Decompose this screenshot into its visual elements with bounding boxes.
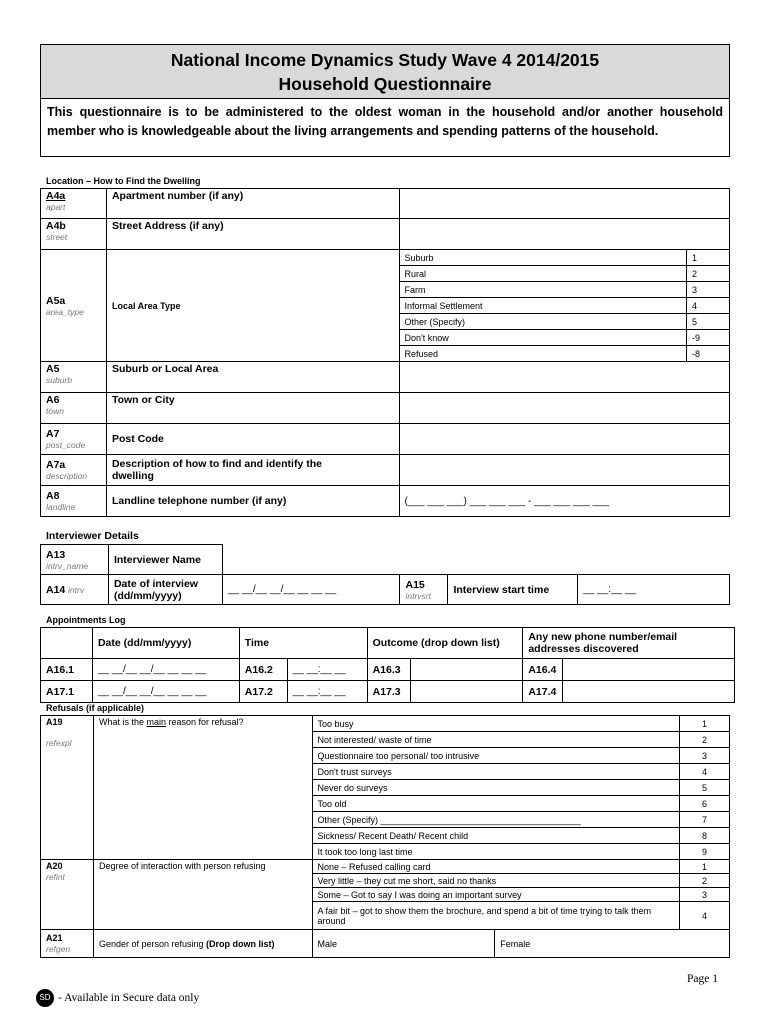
a19-value: 2 (680, 732, 730, 748)
secure-data-note: - Available in Secure data only (58, 992, 200, 1004)
title-line2: Household Questionnaire (278, 74, 492, 94)
a5a-value: -9 (687, 330, 730, 346)
refusals-heading: Refusals (if applicable) (46, 703, 145, 713)
appointments-table (40, 627, 735, 703)
appt-new-code: A16.4 (523, 659, 563, 681)
appt-time-code: A16.2 (239, 659, 287, 681)
a5a-var: area_type (46, 306, 84, 317)
interviewer-name-field[interactable] (222, 545, 729, 575)
a19-var: refexpl (46, 738, 72, 748)
a8-code: A8 (46, 490, 60, 502)
a4a-var: apart (46, 202, 66, 212)
col-date: Date (dd/mm/yyyy) (92, 628, 239, 659)
title-line1: National Income Dynamics Study Wave 4 2014/2015 (170, 50, 600, 70)
a19-value: 5 (680, 780, 730, 796)
title-box (40, 44, 730, 157)
a21-var: refgen (46, 944, 71, 954)
a7a-code: A7a (46, 459, 66, 471)
a4a-answer[interactable] (399, 189, 729, 219)
a20-option[interactable]: None – Refused calling card (312, 860, 680, 874)
a19-option[interactable]: Don't trust surveys (312, 764, 680, 780)
location-heading: Location – How to Find the Dwelling (46, 176, 201, 186)
a20-value: 3 (680, 888, 730, 902)
a7a-label-line1: Description of how to find and identify the (111, 458, 322, 470)
col-outcome: Outcome (drop down list) (367, 628, 523, 659)
a13-code: A13 (46, 548, 66, 561)
appt-code: A16.1 (41, 659, 93, 681)
a6-answer[interactable] (399, 393, 729, 424)
a5a-option[interactable]: Informal Settlement (399, 298, 687, 314)
a21-code: A21 (46, 933, 63, 943)
row-a6 (41, 393, 730, 424)
a19-code: A19 (46, 717, 63, 727)
appt-outcome-select[interactable] (410, 681, 523, 703)
a5-answer[interactable] (399, 362, 729, 393)
a19-option[interactable]: Too old (312, 796, 680, 812)
row-a8 (41, 486, 730, 517)
appt-outcome-select[interactable] (410, 659, 523, 681)
a19-value: 3 (680, 748, 730, 764)
a7-answer[interactable] (399, 424, 729, 455)
a5-var: suburb (46, 375, 72, 385)
a5a-value: 4 (687, 298, 730, 314)
a20-var: refint (46, 872, 65, 882)
a21-q-pre: Gender of person refusing (98, 938, 207, 949)
a7a-label-line2: dwelling (111, 470, 154, 482)
a4a-label: Apartment number (if any) (106, 189, 399, 219)
table-row (41, 659, 735, 681)
a13-label: Interviewer Name (108, 545, 222, 575)
appointments-heading: Appointments Log (46, 615, 126, 625)
interview-start-time-field[interactable]: __ __:__ __ (578, 575, 730, 605)
a19-q-main: main (146, 717, 166, 727)
interviewer-heading: Interviewer Details (46, 530, 139, 542)
a20-code: A20 (46, 861, 63, 871)
a21-male-option[interactable]: Male (312, 930, 495, 958)
a19-option[interactable]: Other (Specify) ________________________________________ (312, 812, 680, 828)
a20-value: 1 (680, 860, 730, 874)
row-a7a (41, 455, 730, 486)
a20-question: Degree of interaction with person refusing (93, 860, 312, 930)
a7-var: post_code (46, 440, 86, 450)
a19-option[interactable]: Questionnaire too personal/ too intrusive (312, 748, 680, 764)
appt-time-code: A17.2 (239, 681, 287, 703)
row-a4b (41, 219, 730, 250)
a19-value: 8 (680, 828, 730, 844)
a5a-option[interactable]: Suburb (399, 250, 687, 266)
a15-code: A15 (405, 578, 425, 591)
row-a4a (41, 189, 730, 219)
a5a-option[interactable]: Don't know (399, 330, 687, 346)
appt-outcome-code: A16.3 (367, 659, 410, 681)
a5a-option[interactable]: Other (Specify) (399, 314, 687, 330)
interviewer-table (40, 544, 730, 605)
a8-label: Landline telephone number (if any) (106, 486, 399, 517)
appt-time-field[interactable]: __ __:__ __ (287, 659, 367, 681)
a19-q-pre: What is the (98, 717, 147, 727)
a14-label-line2: (dd/mm/yyyy) (113, 589, 182, 602)
a19-option[interactable]: Too busy (312, 716, 680, 732)
a20-option[interactable]: Some – Got to say I was doing an important survey (312, 888, 680, 902)
a5a-code: A5a (46, 294, 66, 307)
appt-code: A17.1 (41, 681, 93, 703)
a20-option[interactable]: Very little – they cut me short, said no thanks (312, 874, 680, 888)
a20-value: 4 (680, 902, 730, 930)
a7-code: A7 (46, 428, 60, 440)
a7-label: Post Code (106, 424, 399, 455)
appt-new-contact-field[interactable] (563, 659, 735, 681)
col-new-line1: Any new phone number/email (528, 631, 678, 643)
intro-text: This questionnaire is to be administered to the oldest woman in the household and/or another household member who is knowledgeable about the living arrangements and spending patterns of the household. (47, 105, 723, 138)
page-title (41, 45, 729, 99)
a20-value: 2 (680, 874, 730, 888)
row-a7 (41, 424, 730, 455)
a19-value: 6 (680, 796, 730, 812)
a4b-code: A4b (46, 220, 66, 232)
secure-data-icon: SD (36, 989, 54, 1007)
appt-date-field[interactable]: __ __/__ __/__ __ __ __ (92, 659, 239, 681)
a15-label: Interview start time (448, 575, 578, 605)
refusals-table (40, 715, 730, 958)
col-new-line2: addresses discovered (528, 643, 639, 655)
table-row (41, 681, 735, 703)
a7a-answer[interactable] (399, 455, 729, 486)
a4b-label: Street Address (if any) (106, 219, 399, 250)
a5a-option[interactable]: Farm (399, 282, 687, 298)
a5-code: A5 (46, 363, 60, 375)
a8-phone-field[interactable]: (___ ___ ___) ___ ___ ___ - ___ ___ ___ ___ (399, 486, 729, 517)
a21-female-option[interactable]: Female (495, 930, 730, 958)
a5a-option[interactable]: Rural (399, 266, 687, 282)
a8-var: landline (46, 502, 76, 512)
page-number: Page 1 (687, 973, 718, 985)
interview-date-field[interactable]: __ __/__ __/__ __ __ __ (222, 575, 400, 605)
a5a-value: 1 (687, 250, 730, 266)
a19-option[interactable]: It took too long last time (312, 844, 680, 860)
appt-outcome-code: A17.3 (367, 681, 410, 703)
a5a-value: 3 (687, 282, 730, 298)
row-a5 (41, 362, 730, 393)
a5a-value: -8 (687, 346, 730, 362)
a14-var: intrv (68, 584, 85, 595)
a19-q-post: reason for refusal? (166, 717, 244, 727)
footer-legend (36, 989, 199, 1007)
a14-label-line1: Date of interview (113, 577, 198, 590)
location-table (40, 188, 730, 517)
appt-new-code: A17.4 (523, 681, 563, 703)
a21-q-bold: (Drop down list) (206, 938, 275, 949)
a5a-label: Local Area Type (106, 250, 399, 362)
a6-code: A6 (46, 394, 60, 406)
appt-time-field[interactable]: __ __:__ __ (287, 681, 367, 703)
a20-option[interactable]: A fair bit – got to show them the brochure, and spend a bit of time trying to talk them around (312, 902, 680, 930)
a6-label: Town or City (106, 393, 399, 424)
a4b-var: street (46, 232, 68, 242)
a19-value: 1 (680, 716, 730, 732)
appt-date-field[interactable]: __ __/__ __/__ __ __ __ (92, 681, 239, 703)
a5a-value: 2 (687, 266, 730, 282)
col-time: Time (239, 628, 367, 659)
a7a-var: description (46, 471, 88, 481)
a13-var: intrv_name (46, 560, 89, 571)
a5-label: Suburb or Local Area (106, 362, 399, 393)
a19-value: 9 (680, 844, 730, 860)
a19-value: 4 (680, 764, 730, 780)
a5a-option[interactable]: Refused (399, 346, 687, 362)
a5a-value: 5 (687, 314, 730, 330)
a4b-answer[interactable] (399, 219, 729, 250)
a19-option[interactable]: Never do surveys (312, 780, 680, 796)
a15-var: intrvsrt (405, 590, 431, 601)
a4a-code: A4a (46, 190, 66, 202)
a19-option[interactable]: Sickness/ Recent Death/ Recent child (312, 828, 680, 844)
a19-option[interactable]: Not interested/ waste of time (312, 732, 680, 748)
a19-value: 7 (680, 812, 730, 828)
appt-new-contact-field[interactable] (563, 681, 735, 703)
a14-code: A14 (46, 583, 66, 596)
a6-var: town (46, 406, 64, 416)
